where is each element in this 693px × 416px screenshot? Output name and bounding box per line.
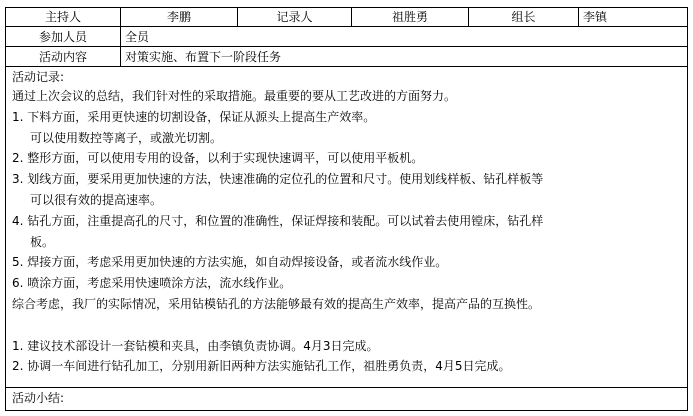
record-blank-line [12,315,681,336]
leader-label: 组长 [469,8,579,27]
host-value: 李鹏 [121,8,238,27]
record-conclusion: 综合考虑，我厂的实际情况，采用钻模钻孔的方法能够最有效的提高生产效率，提高产品的互换性。 [12,296,541,311]
record-item-1: 1. 下料方面，采用更快速的切割设备，保证从源头上提高生产效率。 [12,109,376,124]
participants-value: 全员 [121,27,688,47]
content-label: 活动内容 [6,47,121,67]
record-cell [6,67,688,388]
content-value: 对策实施、布置下一阶段任务 [121,47,688,67]
summary-row [6,388,688,411]
recorder-label: 记录人 [238,8,352,27]
content-row [6,47,688,67]
record-label: 活动记录: [12,70,65,84]
record-task-2: 2. 协调一车间进行钻孔加工，分别用新旧两种方法实施钻孔工作，祖胜勇负责，4月5日完成。 [12,359,511,374]
header-row [6,8,688,27]
record-item-1-cont: 可以使用数控等离子，或激光切割。 [30,130,223,145]
record-item-2: 2. 整形方面，可以使用专用的设备，以利于实现快速调平，可以使用平板机。 [12,151,424,166]
participants-label: 参加人员 [6,27,121,47]
host-label: 主持人 [6,8,121,27]
record-item-5: 5. 焊接方面，考虑采用更加快速的方法实施，如自动焊接设备，或者流水线作业。 [12,255,448,270]
meeting-record-table [5,7,688,411]
record-intro: 通过上次会议的总结，我们针对性的采取措施。最重要的要从工艺改进的方面努力。 [12,89,457,103]
record-item-4-cont: 板。 [30,234,55,249]
record-item-6: 6. 喷涂方面，考虑采用快速喷涂方法，流水线作业。 [12,276,292,291]
record-item-3: 3. 划线方面，要采用更加快速的方法，快速准确的定位孔的位置和尺寸。使用划线样板、钻孔样板等 [12,172,544,187]
record-row [6,67,688,388]
recorder-value: 祖胜勇 [352,8,469,27]
record-item-4: 4. 钻孔方面，注重提高孔的尺寸，和位置的准确性，保证焊接和装配。可以试着去使用镗床，钻孔样 [12,213,544,228]
summary-cell [6,388,688,411]
summary-label: 活动小结: [12,391,65,405]
leader-value: 李镇 [579,8,688,27]
participants-row [6,27,688,47]
record-task-1: 1. 建议技术部设计一套钻模和夹具，由李镇负责协调。4月3日完成。 [12,338,379,353]
record-item-3-cont: 可以很有效的提高速率。 [30,192,163,207]
